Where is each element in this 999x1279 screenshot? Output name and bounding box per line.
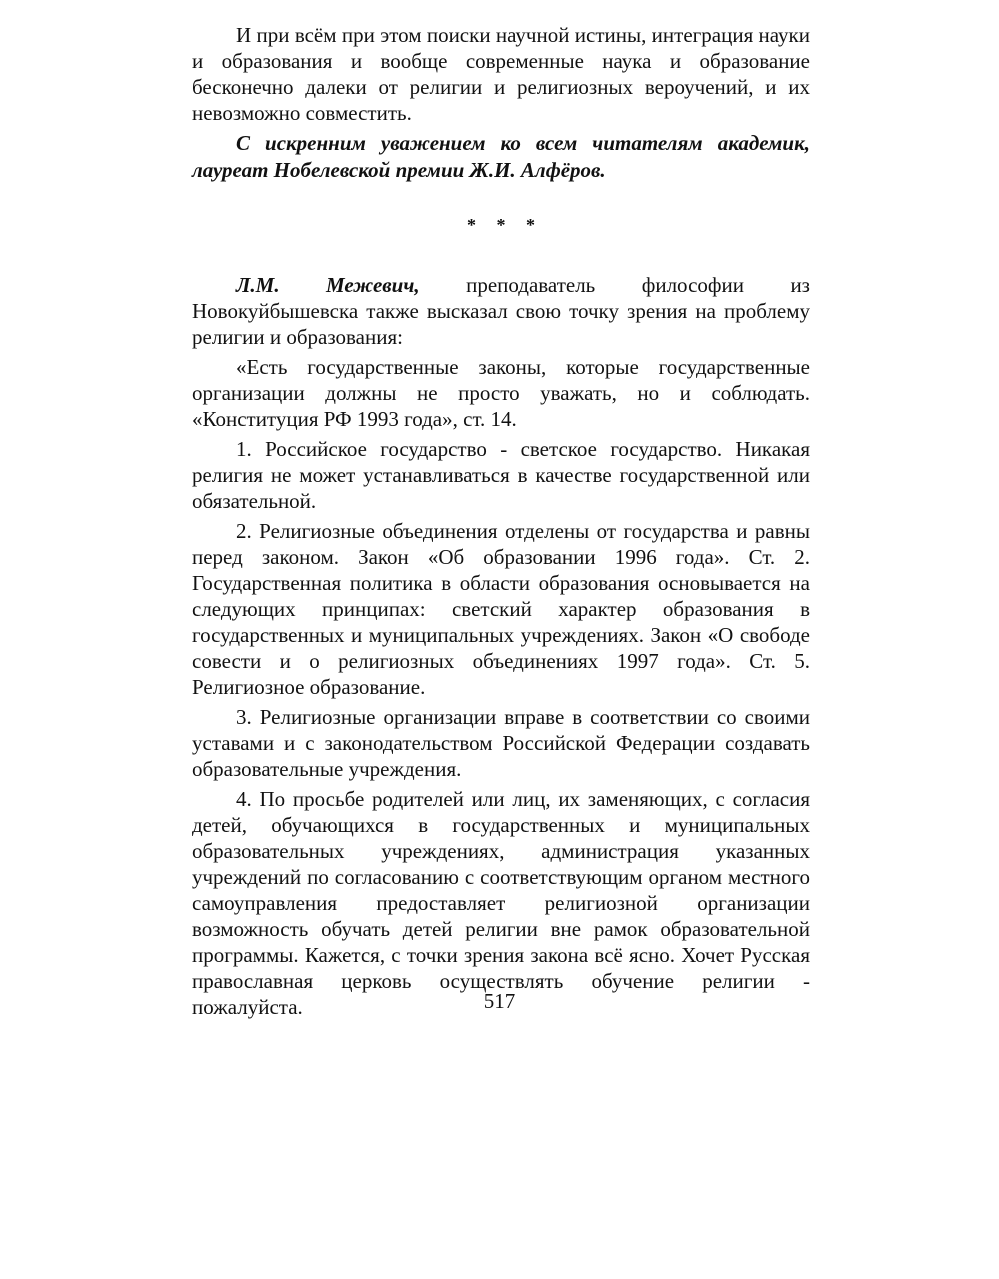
list-item-1: 1. Российское государство - светское государство. Никакая религия не может устанавливаться в качестве государственной или обязательной. [192,437,810,513]
section-gap [192,238,810,272]
list-item-3: 3. Религиозные организации вправе в соответствии со своими уставами и с законодательством Российской Федерации создавать образовательные учреждения. [192,705,810,781]
section-separator: * * * [467,215,543,235]
page-body [192,22,810,1024]
page-number: 517 [483,989,516,1013]
list-item-2: 2. Религиозные объединения отделены от государства и равны перед законом. Закон «Об образовании 1996 года». Ст. 2. Государственная политика в области образования основывается на следующих принципах: светский характер образования в государственных и муниципальных учреждениях. Закон «О свободе совести и о религиозных объединениях 1997 года». Ст. 5. Религиозное образование. [192,519,810,699]
quote-intro-paragraph: «Есть государственные законы, которые государственные организации должны не просто уважать, но и соблюдать. «Конституция РФ 1993 года», ст. 14. [192,355,810,431]
intro-paragraph: И при всём при этом поиски научной истины, интеграция науки и образования и вообще современные наука и образование бесконечно далеки от религии и религиозных вероучений, и их невозможно совместить. [192,23,810,125]
list-item-4: 4. По просьбе родителей или лиц, их заменяющих, с согласия детей, обучающихся в государственных и муниципальных образовательных учреждениях, администрация указанных учреждений по согласованию с соответствующим органом местного самоуправления предоставляет религиозной организации возможность обучать детей религии вне рамок образовательной программы. Кажется, с точки зрения закона всё ясно. Хочет Русская православная церковь осуществлять обучение религии - пожалуйста. [192,787,810,1019]
author-intro-text: преподаватель философии из Новокуйбышевска также высказал свою точку зрения на проблему религии и образования: [192,273,810,349]
closing-signature: С искренним уважением ко всем читателям академик, лауреат Нобелевской премии Ж.И. Алфёров. [192,131,810,182]
author-name: Л.М. Межевич, [236,273,420,297]
author-intro-paragraph [192,272,810,350]
